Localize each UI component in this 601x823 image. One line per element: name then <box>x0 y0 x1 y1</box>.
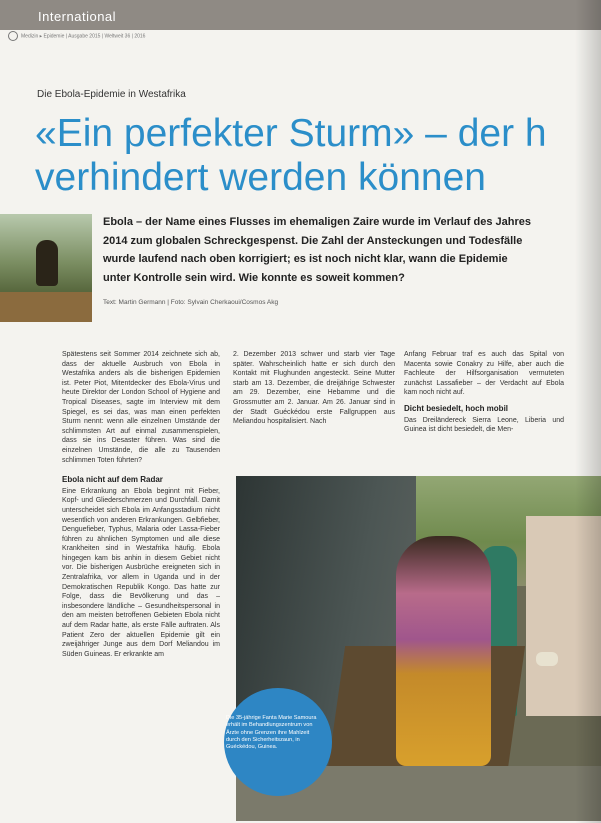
page-icon <box>8 31 18 41</box>
body-paragraph: Eine Erkrankung an Ebola beginnt mit Fieber, Kopf- und Gliederschmerzen und Durchfall. Damit unterscheidet sich Ebola im Anfangsstadium nicht wesentlich von anderen Erkrankungen. Gelbfieber, Denguefieber, Typhus, Malaria oder Lassa-Fieber führen zu ähnlichen Symptomen und alle diese Krankheiten sind in Westafrika häufig. Ebola hingegen kam bis anhin in diesem Gebiet nicht vor. Die bisherigen Ausbrüche ereigneten sich in Zentralafrika, vor allem in Uganda und in der Demokratischen Republik Kongo. Das hatte zur Folge, dass die Bevölkerung und das – insbesondere ländliche – Gesundheitspersonal in den am meisten betroffenen Gebieten Ebola nicht auf dem Radar hatte, als erste Fälle auftraten. Als Patient Zero der aktuellen Epidemie gilt ein zweijähriger Junge aus dem Dorf Meliandou im Süden Guineas. Er erkrankte am <box>62 487 220 658</box>
running-line <box>8 31 145 41</box>
teaser-figure <box>36 240 58 286</box>
section-band <box>0 0 601 30</box>
subheading-radar: Ebola nicht auf dem Radar <box>62 475 163 485</box>
photo-glove <box>536 652 558 666</box>
body-column-3 <box>404 350 564 435</box>
body-paragraph: Spätestens seit Sommer 2014 zeichnete sich ab, dass der aktuelle Ausbruch von Ebola in Westafrika anders als die bisherigen Epidemien ist. Peter Piot, Mitentdecker des Ebola-Virus und heute Direktor der London School of Hygiene and Tropical Diseases, sagte im Interview mit dem Spiegel, es sei das, was man einen perfekten Sturm nennt: wenn alle einzelnen Umstände der schlimmsten Art auf einmal zusammenspielen, dass sie ins Desaster führen. Was sind die einzelnen Umstände, die alle zu Tausenden schlimmen Toten führten? <box>62 351 220 464</box>
photo-caption: Die 35-jährige Fanta Marie Samoura erhält im Behandlungszentrum von Ärzte ohne Grenzen ihre Mahlzeit durch den Sicherheitszaun, in Guéckédou, Guinea. <box>226 715 317 751</box>
article-headline: «Ein perfekter Sturm» – der h verhindert werden können <box>35 112 547 199</box>
body-column-1 <box>62 350 220 659</box>
teaser-ground <box>0 292 92 322</box>
teaser-photo <box>0 214 92 322</box>
body-paragraph: 2. Dezember 2013 schwer und starb vier Tage später. Wahrscheinlich hatte er sich durch den Kontakt mit Flughunden angesteckt. Seine Mutter starb am 13. Dezember, die dreijährige Schwester am 29. Dezember, eine Hebamme und die Grossmutter am 2. Januar. Am 26. Januar sind in der Stadt Guéckédou erste Fallgruppen aus Meliandou hospitalisiert. Nach <box>233 351 395 426</box>
page-gutter-shadow <box>575 0 601 823</box>
running-line-text: Medizin ▸ Epidemie | Ausgabe 2015 | Weltweit 36 | 2016 <box>21 33 146 40</box>
article-credit: Text: Martin Germann | Foto: Sylvain Cherkaoui/Cosmos Akg <box>103 299 279 306</box>
article-kicker: Die Ebola-Epidemie in Westafrika <box>37 89 186 100</box>
body-paragraph: Das Dreiländereck Sierra Leone, Liberia und Guinea ist dicht besiedelt, die Men- <box>404 416 564 434</box>
subheading-mobility: Dicht besiedelt, hoch mobil <box>404 403 509 413</box>
section-label: International <box>38 9 117 24</box>
body-column-2 <box>233 350 395 427</box>
photo-patient <box>396 536 491 766</box>
article-lead: Ebola – der Name eines Flusses im ehemaligen Zaire wurde im Verlauf des Jahres 2014 zum globalen Schreckgespenst. Die Zahl der Ansteckungen und Todesfälle wurde laufend nach oben korrigiert; es ist noch nicht klar, wann die Epidemie unter Kontrolle sein wird. Wie konnte es soweit kommen? <box>103 216 531 284</box>
body-paragraph: Anfang Februar traf es auch das Spital von Macenta sowie Conakry zu Hilfe, aber auch die Fachleute der Hilfsorganisation vermuteten zunächst Lassafieber – der Verdacht auf Ebola kam noch nicht auf. <box>404 351 564 397</box>
